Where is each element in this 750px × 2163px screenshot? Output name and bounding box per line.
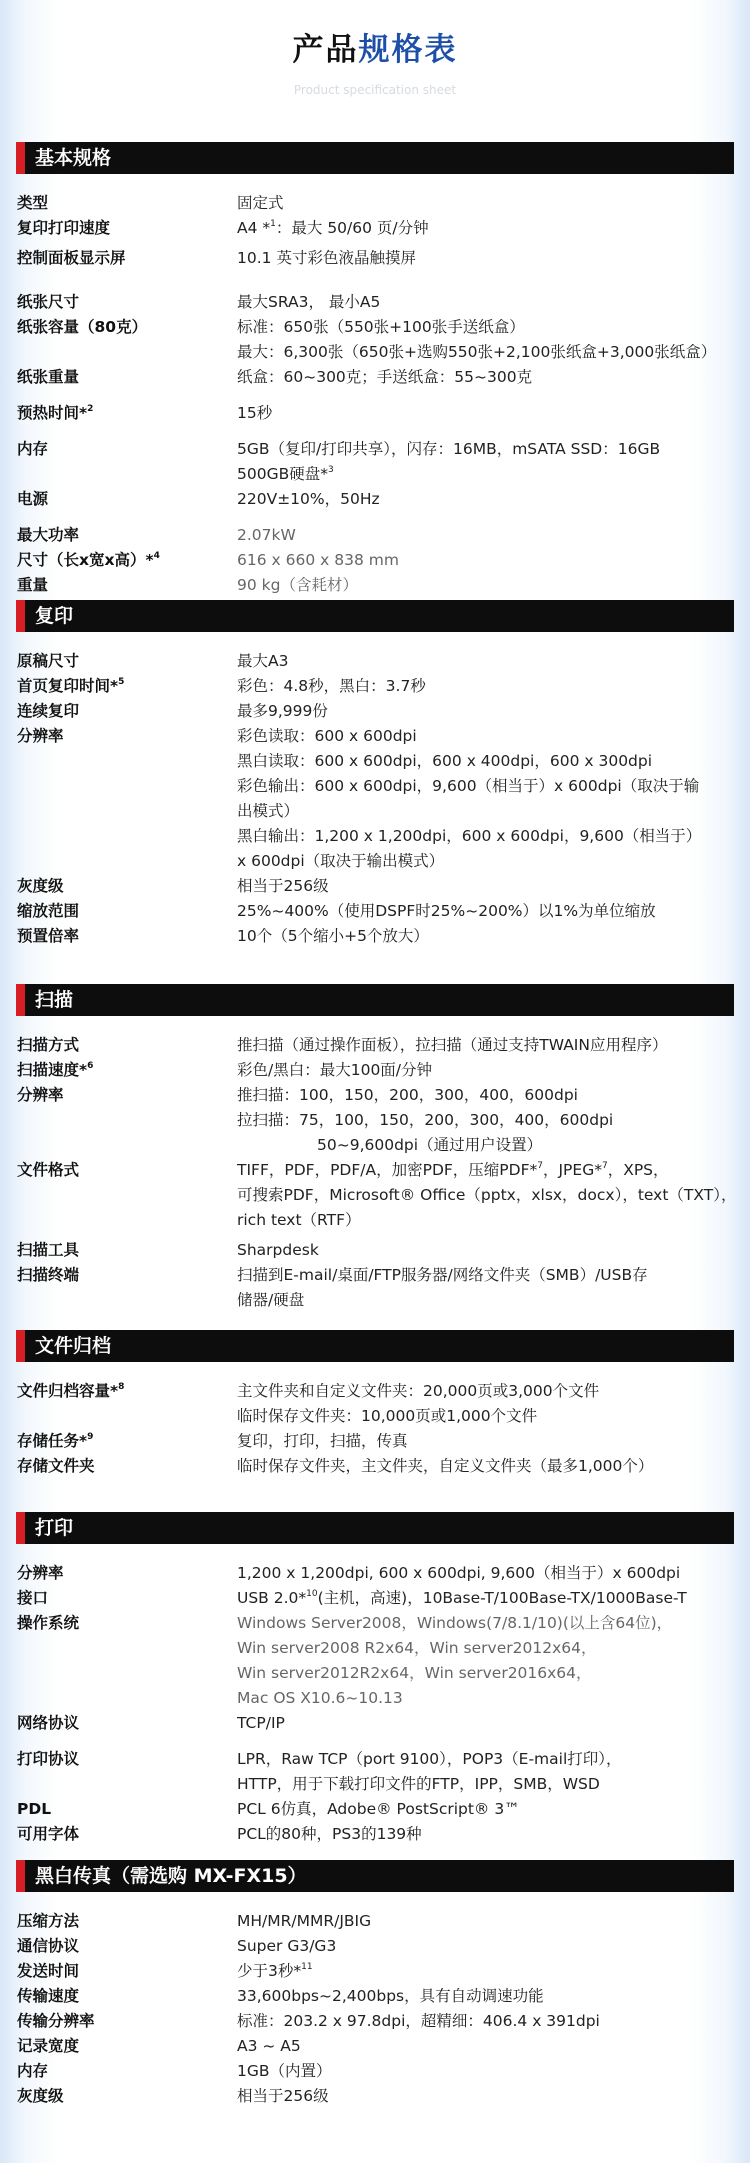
spec-value [237, 548, 734, 573]
spec-label: 文件格式 [17, 1161, 80, 1179]
spec-label: 最大功率 [17, 526, 80, 544]
spec-value-line: 最大A3 [237, 652, 289, 670]
spec-value-line: 彩色输出：600 x 600dpi，9,600（相当于）x 600dpi（取决于输 [237, 777, 700, 795]
spec-row [16, 1561, 734, 1586]
spec-value [237, 874, 734, 899]
spec-label: 分辨率 [17, 1564, 64, 1582]
spec-value-line: 出模式） [237, 802, 300, 820]
spec-value-line: Windows Server2008，Windows(7/8.1/10)(以上含64位)， [237, 1614, 673, 1632]
row-spacer [16, 512, 734, 523]
spec-value [237, 365, 734, 390]
spec-value-line: 推扫描（通过操作面板），拉扫描（通过支持TWAIN应用程序） [237, 1036, 668, 1054]
spec-row [16, 874, 734, 899]
section-bw-fax [16, 1860, 734, 2109]
spec-label: 缩放范围 [17, 902, 80, 920]
spec-row [16, 1934, 734, 1959]
spec-value [237, 674, 734, 699]
spec-row [16, 1379, 734, 1429]
spec-value [237, 1934, 734, 1959]
spec-label: 网络协议 [17, 1714, 80, 1732]
section-title: 文件归档 [16, 1330, 734, 1362]
spec-value [237, 1959, 734, 1984]
spec-value-line: 相当于256级 [237, 877, 329, 895]
spec-label: 纸张容量（80克） [17, 318, 148, 336]
spec-row [16, 699, 734, 724]
spec-row [16, 674, 734, 699]
spec-row [16, 649, 734, 674]
spec-value-line: Win server2008 R2x64，Win server2012x64， [237, 1639, 597, 1657]
spec-value [237, 1429, 734, 1454]
spec-row [16, 487, 734, 512]
spec-label: 打印协议 [17, 1750, 80, 1768]
spec-value [237, 1711, 734, 1736]
spec-value-line: PCL 6仿真，Adobe® PostScript® 3™ [237, 1800, 520, 1818]
spec-label: 电源 [17, 490, 49, 508]
spec-row [16, 1454, 734, 1479]
spec-value [237, 1238, 734, 1263]
spec-row [16, 1797, 734, 1822]
spec-value-line: 纸盒：60~300克；手送纸盒：55~300克 [237, 368, 533, 386]
spec-value-line: Win server2012R2x64，Win server2016x64， [237, 1664, 592, 1682]
spec-label: 首页复印时间*$^5$ [17, 677, 125, 695]
spec-row [16, 1711, 734, 1736]
section-title: 复印 [16, 600, 734, 632]
spec-value-line: 220V±10%，50Hz [237, 490, 380, 508]
spec-label: 分辨率 [17, 1086, 64, 1104]
spec-value-line: PCL的80种，PS3的139种 [237, 1825, 422, 1843]
spec-value [237, 487, 734, 512]
spec-row [16, 246, 734, 271]
spec-row [16, 1611, 734, 1711]
section-print [16, 1512, 734, 1847]
spec-value-line: 最大SRA3， 最小A5 [237, 293, 381, 311]
spec-value [237, 1586, 734, 1611]
spec-row [16, 1909, 734, 1934]
spec-label: 分辨率 [17, 727, 64, 745]
spec-label: 传输速度 [17, 1987, 80, 2005]
spec-label: 记录宽度 [17, 2037, 80, 2055]
spec-row [16, 1033, 734, 1058]
spec-value-line: 可搜索PDF，Microsoft® Office（pptx，xlsx，docx），text（TXT）， [237, 1186, 737, 1204]
spec-value-line: 彩色：4.8秒，黑白：3.7秒 [237, 677, 426, 695]
spec-label: 传输分辨率 [17, 2012, 95, 2030]
spec-value [237, 1984, 734, 2009]
spec-row [16, 1586, 734, 1611]
spec-value [237, 1747, 734, 1797]
spec-value [237, 1454, 734, 1479]
spec-value-line: A4 *$^1$：最大 50/60 页/分钟 [237, 219, 429, 237]
section-copy [16, 600, 734, 949]
spec-label: 存储任务*$^9$ [17, 1432, 94, 1450]
spec-value [237, 191, 734, 216]
spec-row [16, 548, 734, 573]
spec-value-line: 推扫描：100，150，200，300，400，600dpi [237, 1086, 578, 1104]
spec-value-line: TIFF，PDF，PDF/A，加密PDF，压缩PDF*$^7$，JPEG*$^7$，XPS， [237, 1161, 669, 1179]
spec-label: 类型 [17, 194, 49, 212]
spec-value [237, 924, 734, 949]
spec-value-line: 2.07kW [237, 526, 296, 544]
spec-value-line: USB 2.0*$^{10}$(主机，高速)，10Base-T/100Base-TX/1000Base-T [237, 1589, 687, 1607]
spec-label: 文件归档容量*$^8$ [17, 1382, 125, 1400]
section-title: 打印 [16, 1512, 734, 1544]
spec-value [237, 315, 734, 365]
spec-row [16, 573, 734, 598]
spec-value [237, 1379, 734, 1429]
spec-label: 纸张重量 [17, 368, 80, 386]
spec-value [237, 2084, 734, 2109]
spec-row [16, 1959, 734, 1984]
spec-rows [16, 1561, 734, 1847]
spec-value-line: TCP/IP [237, 1714, 285, 1732]
spec-row [16, 1158, 737, 1233]
section-basic-specs [16, 142, 734, 598]
spec-value-line: 彩色/黑白：最大100面/分钟 [237, 1061, 433, 1079]
spec-value-line: 标准：650张（550张+100张手送纸盒） [237, 318, 525, 336]
spec-label: 内存 [17, 440, 49, 458]
spec-value-line: 1GB（内置） [237, 2062, 332, 2080]
spec-value [237, 1797, 734, 1822]
spec-row [16, 2084, 734, 2109]
spec-label: 扫描工具 [17, 1241, 80, 1259]
row-spacer [16, 271, 734, 290]
spec-value-line: 500GB硬盘*$^3$ [237, 465, 334, 483]
spec-value-line: 50~9,600dpi（通过用户设置） [317, 1136, 543, 1154]
spec-value [237, 437, 734, 487]
spec-label: 通信协议 [17, 1937, 80, 1955]
spec-value [237, 1058, 734, 1083]
spec-label: 发送时间 [17, 1962, 80, 1980]
spec-value-line: 5GB（复印/打印共享），闪存：16MB，mSATA SSD：16GB [237, 440, 661, 458]
spec-value-line: 黑白输出：1,200 x 1,200dpi，600 x 600dpi，9,600（相当于） [237, 827, 702, 845]
spec-label: 可用字体 [17, 1825, 80, 1843]
page-subtitle: Product specification sheet [293, 83, 457, 97]
spec-value-line: A3 ~ A5 [237, 2037, 301, 2055]
spec-label: 扫描终端 [17, 1266, 80, 1284]
spec-value-line: 10个（5个缩小+5个放大） [237, 927, 429, 945]
spec-value-line: 彩色读取：600 x 600dpi [237, 727, 417, 745]
spec-value-line: 616 x 660 x 838 mm [237, 551, 399, 569]
spec-value-line: 扫描到E-mail/桌面/FTP服务器/网络文件夹（SMB）/USB存 [237, 1266, 648, 1284]
spec-row [16, 1058, 734, 1083]
spec-label: 重量 [17, 576, 49, 594]
spec-label: 接口 [17, 1589, 49, 1607]
spec-row [16, 1984, 734, 2009]
section-scan [16, 984, 737, 1313]
spec-value [237, 2034, 734, 2059]
spec-value-line: x 600dpi（取决于输出模式） [237, 852, 445, 870]
spec-label: 预热时间*$^2$ [17, 404, 94, 422]
spec-value [237, 216, 734, 241]
spec-label: 尺寸（长x宽x高）*$^4$ [17, 551, 160, 569]
row-spacer [16, 390, 734, 401]
spec-row [16, 401, 734, 426]
spec-value-line: 储器/硬盘 [237, 1291, 305, 1309]
spec-row [16, 899, 734, 924]
spec-value-line: 相当于256级 [237, 2087, 329, 2105]
spec-rows [16, 1033, 737, 1313]
spec-row [16, 1263, 734, 1313]
spec-row [16, 1429, 734, 1454]
spec-value [237, 290, 734, 315]
spec-row [16, 2034, 734, 2059]
spec-value-line: Mac OS X10.6~10.13 [237, 1689, 403, 1707]
spec-value-line: 黑白读取：600 x 600dpi，600 x 400dpi，600 x 300dpi [237, 752, 653, 770]
spec-value [237, 899, 734, 924]
spec-value-line: Sharpdesk [237, 1241, 319, 1259]
spec-value-line: 最大：6,300张（650张+选购550张+2,100张纸盒+3,000张纸盒） [237, 343, 717, 361]
spec-value [237, 401, 734, 426]
spec-value [237, 573, 734, 598]
row-spacer [16, 426, 734, 437]
spec-value-line: 临时保存文件夹：10,000页或1,000个文件 [237, 1407, 538, 1425]
spec-value [237, 724, 734, 874]
spec-value [237, 1611, 734, 1711]
spec-value [237, 2059, 734, 2084]
title-part-1: 产品 [292, 32, 359, 68]
spec-label: 灰度级 [17, 877, 64, 895]
spec-value-line: MH/MR/MMR/JBIG [237, 1912, 372, 1930]
spec-value [237, 1263, 734, 1313]
spec-value-line: 25%~400%（使用DSPF时25%~200%）以1%为单位缩放 [237, 902, 656, 920]
spec-row [16, 216, 734, 241]
spec-row [16, 1238, 734, 1263]
spec-value-line: Super G3/G3 [237, 1937, 337, 1955]
spec-row [16, 2059, 734, 2084]
spec-rows [16, 649, 734, 949]
spec-row [16, 365, 734, 390]
spec-value [237, 699, 734, 724]
spec-row [16, 1747, 734, 1797]
section-title: 基本规格 [16, 142, 734, 174]
spec-value [237, 2009, 734, 2034]
spec-label: 复印打印速度 [17, 219, 111, 237]
spec-row [16, 290, 734, 315]
spec-value [237, 1822, 734, 1847]
row-spacer [16, 1736, 734, 1747]
spec-value-line: 10.1 英寸彩色液晶触摸屏 [237, 249, 416, 267]
spec-label: 压缩方法 [17, 1912, 80, 1930]
spec-value [237, 1561, 734, 1586]
spec-row [16, 1083, 734, 1158]
spec-label: 纸张尺寸 [17, 293, 80, 311]
spec-label: 预置倍率 [17, 927, 80, 945]
spec-value-line: LPR，Raw TCP（port 9100），POP3（E-mail打印）， [237, 1750, 622, 1768]
spec-label: 原稿尺寸 [17, 652, 80, 670]
spec-label: 扫描方式 [17, 1036, 80, 1054]
spec-value-line: 90 kg（含耗材） [237, 576, 358, 594]
section-document-filing [16, 1330, 734, 1479]
spec-label: 连续复印 [17, 702, 80, 720]
spec-value-line: 1,200 x 1,200dpi, 600 x 600dpi, 9,600（相当于）x 600dpi [237, 1564, 681, 1582]
spec-value-line: 固定式 [237, 194, 284, 212]
spec-label: PDL [17, 1800, 52, 1818]
spec-row [16, 523, 734, 548]
spec-value-line: HTTP，用于下载打印文件的FTP，IPP，SMB，WSD [237, 1775, 600, 1793]
spec-row [16, 2009, 734, 2034]
spec-rows [16, 1909, 734, 2109]
spec-value-line: 33,600bps~2,400bps，具有自动调速功能 [237, 1987, 544, 2005]
spec-value-line: rich text（RTF） [237, 1211, 361, 1229]
spec-label: 存储文件夹 [17, 1457, 95, 1475]
spec-value-line: 少于3秒*$^{11}$ [237, 1962, 313, 1980]
spec-value [237, 649, 734, 674]
spec-value [237, 1083, 734, 1158]
spec-row [16, 924, 734, 949]
spec-row [16, 315, 734, 365]
spec-value [237, 246, 734, 271]
spec-row [16, 1822, 734, 1847]
spec-label: 操作系统 [17, 1614, 80, 1632]
spec-rows [16, 1379, 734, 1479]
spec-label: 灰度级 [17, 2087, 64, 2105]
spec-value-line: 拉扫描：75，100，150，200，300，400，600dpi [237, 1111, 614, 1129]
spec-value [237, 1158, 735, 1233]
spec-row [16, 724, 734, 874]
spec-value [237, 1909, 734, 1934]
spec-label: 控制面板显示屏 [17, 249, 126, 267]
page-title [0, 30, 750, 70]
spec-label: 扫描速度*$^6$ [17, 1061, 94, 1079]
section-title: 扫描 [16, 984, 734, 1016]
spec-label: 内存 [17, 2062, 49, 2080]
spec-value-line: 标准：203.2 x 97.8dpi，超精细：406.4 x 391dpi [237, 2012, 600, 2030]
spec-value [237, 523, 734, 548]
spec-value [237, 1033, 734, 1058]
spec-row [16, 437, 734, 487]
spec-value-line: 15秒 [237, 404, 273, 422]
title-part-2: 规格表 [358, 32, 458, 68]
spec-row [16, 191, 734, 216]
page-header [0, 0, 750, 128]
spec-rows [16, 191, 734, 598]
spec-value-line: 复印，打印，扫描，传真 [237, 1432, 408, 1450]
spec-value-line: 主文件夹和自定义文件夹：20,000页或3,000个文件 [237, 1382, 600, 1400]
section-title: 黑白传真（需选购 MX-FX15） [16, 1860, 734, 1892]
spec-value-line: 临时保存文件夹，主文件夹，自定义文件夹（最多1,000个） [237, 1457, 654, 1475]
spec-value-line: 最多9,999份 [237, 702, 328, 720]
